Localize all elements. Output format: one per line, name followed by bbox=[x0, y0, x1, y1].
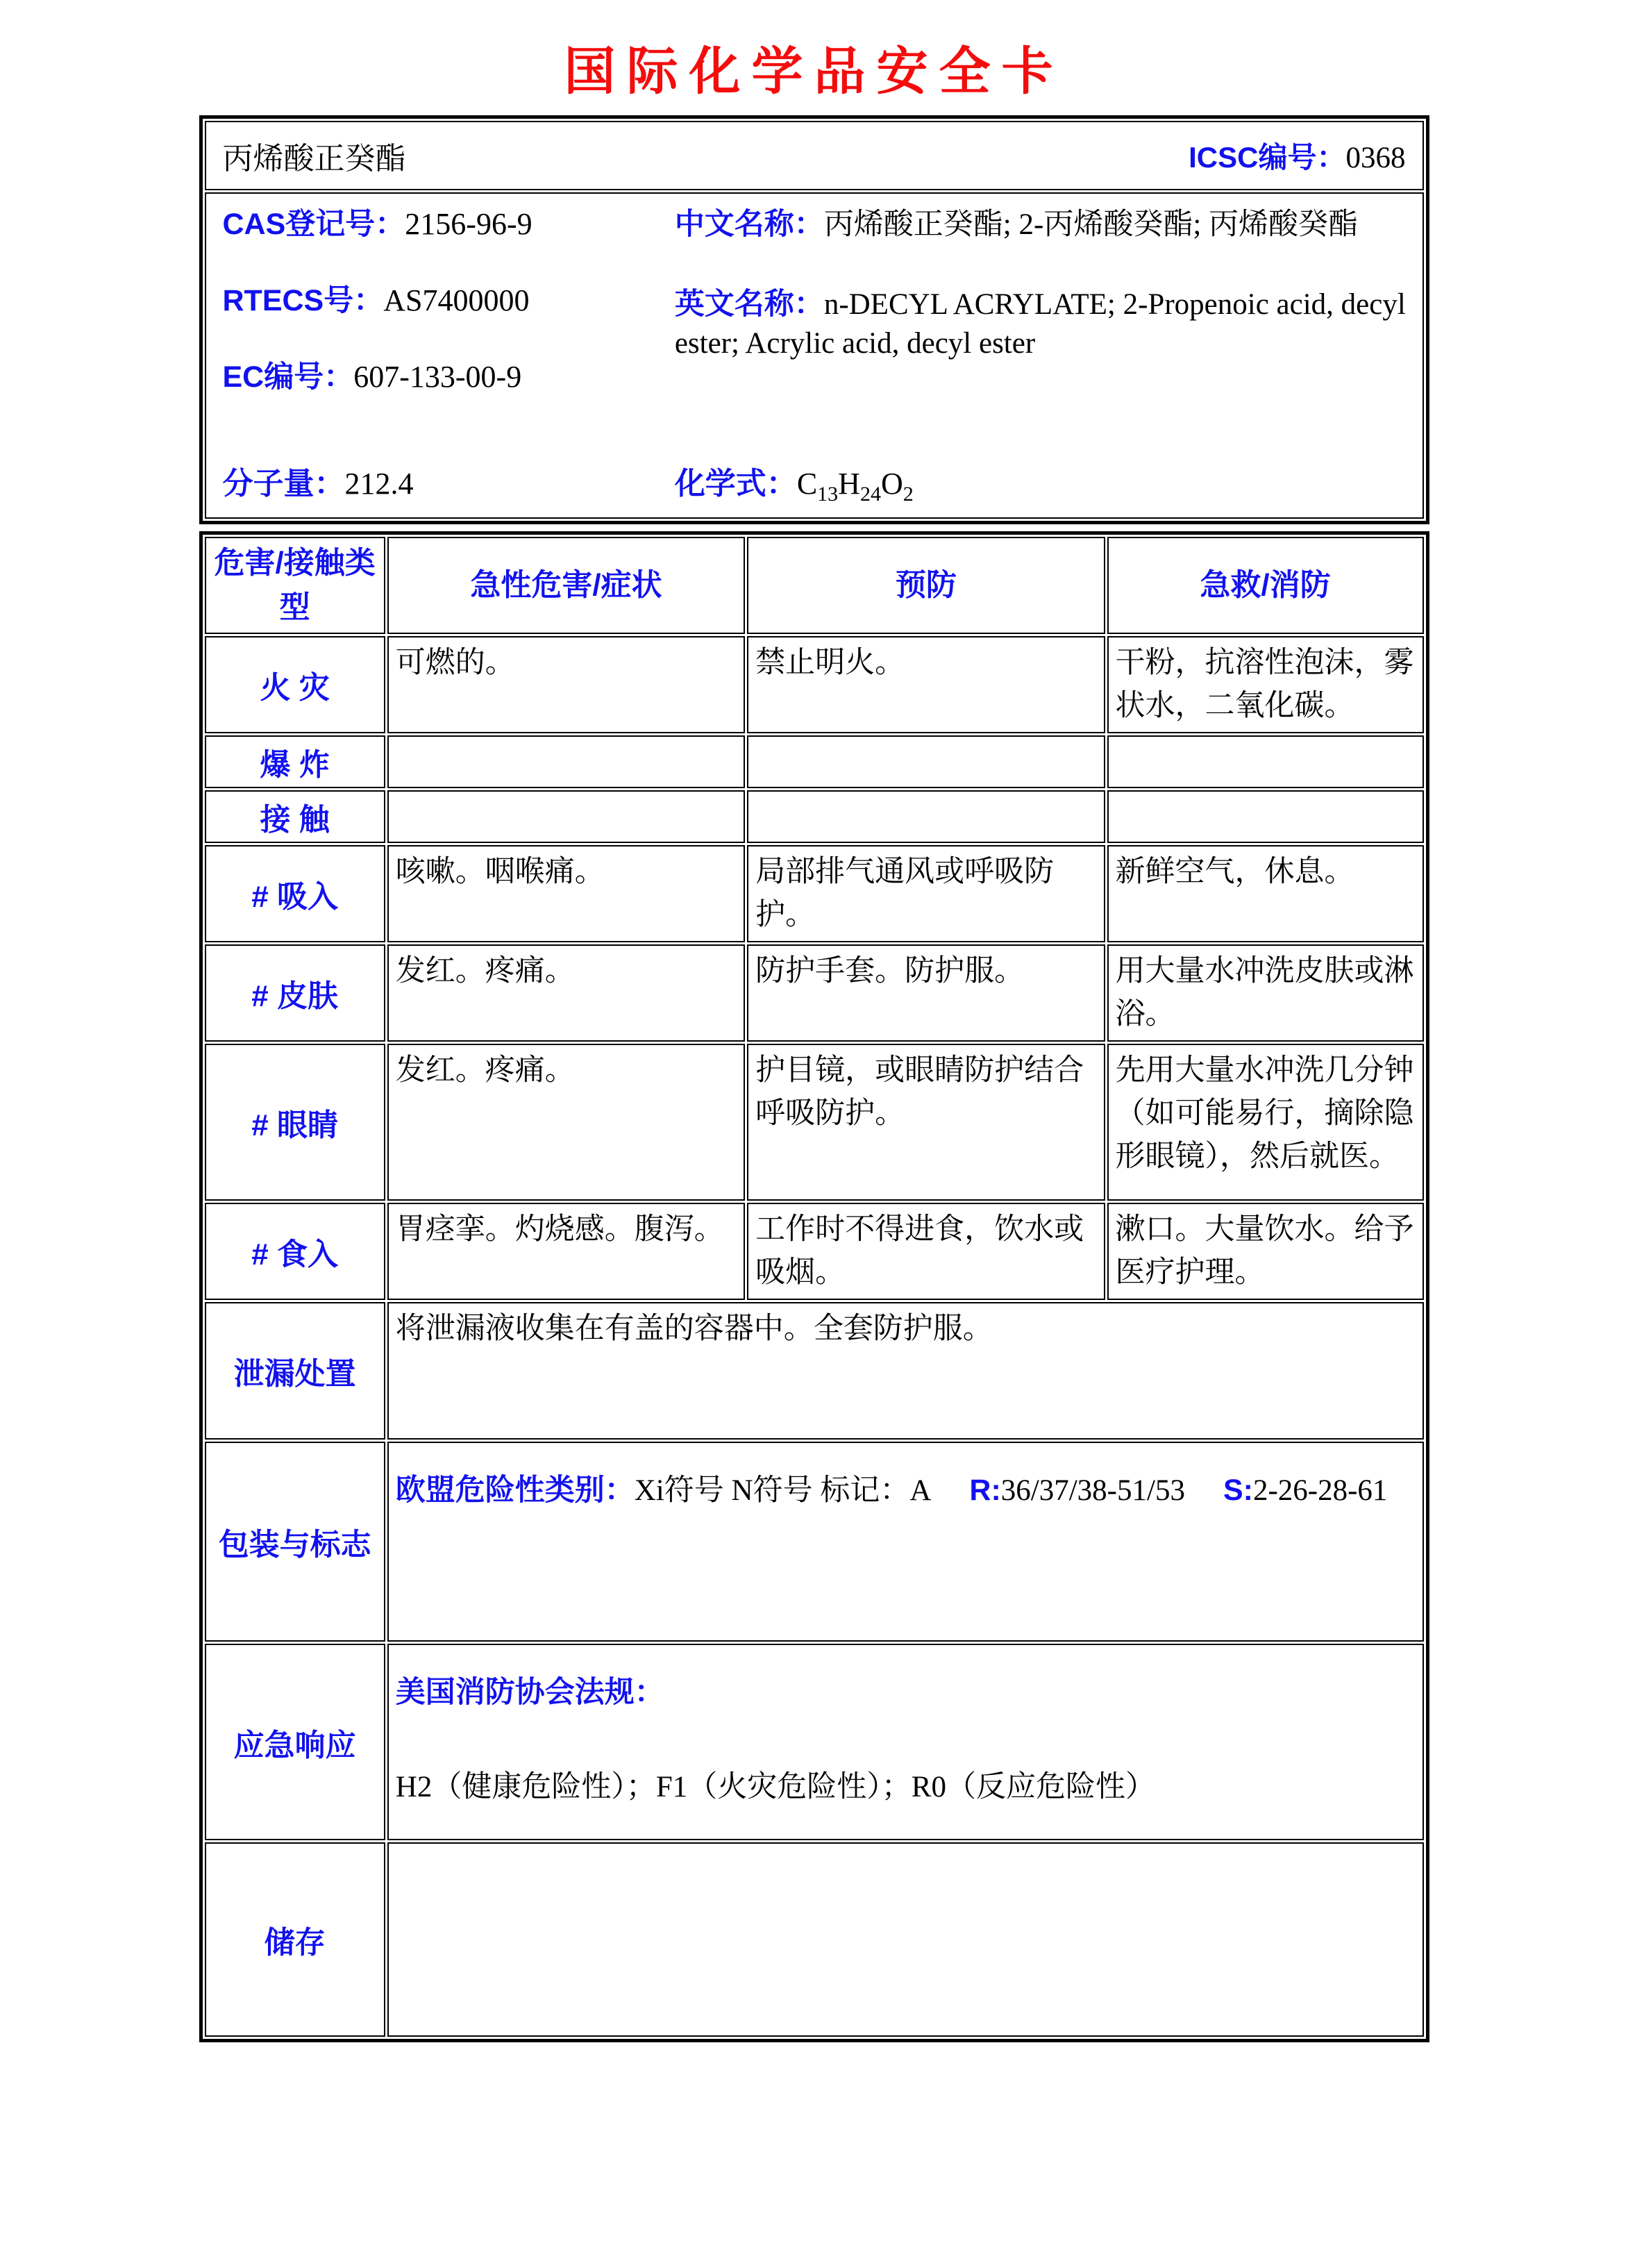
table-row-fire bbox=[205, 636, 1424, 733]
chemical-name: 丙烯酸正癸酯 bbox=[222, 142, 406, 176]
header-prevention: 预防 bbox=[747, 537, 1105, 634]
header-first-aid: 急救/消防 bbox=[1107, 537, 1424, 634]
molecular-weight bbox=[223, 463, 675, 505]
table-row-skin bbox=[205, 944, 1424, 1042]
hazard-grid-table bbox=[199, 531, 1429, 2042]
exposure-prevention-cell bbox=[747, 790, 1105, 843]
molecular-weight-label: 分子量： bbox=[222, 467, 345, 501]
eyes-symptoms-cell: 发红。疼痛。 bbox=[387, 1044, 745, 1201]
icsc-value: 0368 bbox=[1345, 142, 1406, 174]
row-label-packaging: 包装与标志 bbox=[205, 1442, 385, 1642]
r-phrases-value: 36/37/38-51/53 bbox=[1000, 1474, 1185, 1507]
names-block bbox=[675, 205, 1413, 434]
inhalation-prevention-cell: 局部排气通风或呼吸防护。 bbox=[747, 845, 1105, 942]
table-row-explosion bbox=[205, 735, 1424, 788]
cas-number-line bbox=[223, 205, 675, 244]
eu-hazard-class-text: Xi符号 N符号 标记：A bbox=[634, 1474, 932, 1507]
fire-symptoms-cell: 可燃的。 bbox=[387, 636, 745, 733]
explosion-symptoms-cell bbox=[387, 735, 745, 788]
table-row bbox=[205, 192, 1424, 519]
grid-header-row bbox=[205, 537, 1424, 634]
rtecs-value: AS7400000 bbox=[383, 283, 530, 317]
spill-disposal-cell: 将泄漏液收集在有盖的容器中。全套防护服。 bbox=[387, 1302, 1424, 1440]
cas-value: 2156-96-9 bbox=[405, 207, 532, 241]
nfpa-code-text: H2（健康危险性）；F1（火灾危险性）；R0（反应危险性） bbox=[395, 1771, 1155, 1803]
table-row-storage bbox=[205, 1842, 1424, 2037]
table-row-emergency bbox=[205, 1644, 1424, 1840]
safety-card-sheet bbox=[199, 115, 1429, 2042]
table-row-ingestion bbox=[205, 1203, 1424, 1300]
row-label-fire: 火 灾 bbox=[205, 636, 385, 733]
skin-prevention-cell: 防护手套。防护服。 bbox=[747, 944, 1105, 1042]
emergency-response-cell bbox=[387, 1644, 1424, 1840]
registry-ids-block bbox=[223, 205, 675, 434]
fire-firstaid-cell: 干粉，抗溶性泡沫，雾状水，二氧化碳。 bbox=[1107, 636, 1424, 733]
row-label-emergency: 应急响应 bbox=[205, 1644, 385, 1840]
row-label-eyes: # 眼睛 bbox=[205, 1044, 385, 1201]
card-header-cell bbox=[205, 121, 1424, 190]
eyes-firstaid-cell: 先用大量水冲洗几分钟（如可能易行，摘除隐形眼镜），然后就医。 bbox=[1107, 1044, 1424, 1201]
ingestion-prevention-cell: 工作时不得进食，饮水或吸烟。 bbox=[747, 1203, 1105, 1300]
page-title: 国际化学品安全卡 bbox=[564, 44, 1064, 101]
explosion-firstaid-cell bbox=[1107, 735, 1424, 788]
row-label-skin: # 皮肤 bbox=[205, 944, 385, 1042]
table-row-exposure bbox=[205, 790, 1424, 843]
ingestion-firstaid-cell: 漱口。大量饮水。给予医疗护理。 bbox=[1107, 1203, 1424, 1300]
exposure-symptoms-cell bbox=[387, 790, 745, 843]
chemical-formula-label: 化学式： bbox=[674, 467, 797, 501]
cas-label: CAS登记号： bbox=[222, 208, 405, 241]
table-row-spill bbox=[205, 1302, 1424, 1440]
molecular-weight-value: 212.4 bbox=[344, 467, 414, 501]
icsc-number bbox=[1189, 135, 1405, 176]
eu-hazard-class-label: 欧盟危险性类别： bbox=[395, 1474, 635, 1507]
chinese-name-paragraph bbox=[675, 205, 1413, 244]
table-row bbox=[205, 121, 1424, 190]
inhalation-firstaid-cell: 新鲜空气，休息。 bbox=[1107, 845, 1424, 942]
ingestion-symptoms-cell: 胃痉挛。灼烧感。腹泻。 bbox=[387, 1203, 745, 1300]
ec-value: 607-133-00-9 bbox=[353, 360, 522, 394]
identification-table bbox=[199, 115, 1429, 524]
rtecs-label: RTECS号： bbox=[222, 284, 384, 317]
s-phrases-value: 2-26-28-61 bbox=[1252, 1474, 1388, 1507]
table-row-inhalation bbox=[205, 845, 1424, 942]
chinese-name-label: 中文名称： bbox=[674, 208, 824, 241]
header-hazard-type: 危害/接触类型 bbox=[205, 537, 385, 634]
icsc-label: ICSC编号： bbox=[1189, 141, 1346, 174]
row-label-storage: 储存 bbox=[205, 1842, 385, 2037]
ec-label: EC编号： bbox=[222, 360, 354, 394]
row-label-exposure: 接 触 bbox=[205, 790, 385, 843]
molecular-data-line bbox=[223, 463, 1413, 505]
row-label-ingestion: # 食入 bbox=[205, 1203, 385, 1300]
s-phrases-label: S: bbox=[1223, 1474, 1253, 1507]
explosion-prevention-cell bbox=[747, 735, 1105, 788]
row-label-inhalation: # 吸入 bbox=[205, 845, 385, 942]
english-name-value: n-DECYL ACRYLATE; 2-Propenoic acid, decyl ester; Acrylic acid, decyl ester bbox=[674, 288, 1406, 360]
r-phrases-label: R: bbox=[969, 1474, 1001, 1507]
english-name-paragraph bbox=[675, 285, 1413, 363]
nfpa-code-label: 美国消防协会法规： bbox=[395, 1676, 664, 1709]
table-row-packaging bbox=[205, 1442, 1424, 1642]
table-row-eyes bbox=[205, 1044, 1424, 1201]
eyes-prevention-cell: 护目镜，或眼睛防护结合呼吸防护。 bbox=[747, 1044, 1105, 1201]
inhalation-symptoms-cell: 咳嗽。咽喉痛。 bbox=[387, 845, 745, 942]
english-name-label: 英文名称： bbox=[674, 287, 824, 321]
rtecs-number-line bbox=[223, 281, 675, 320]
header-acute-symptoms: 急性危害/症状 bbox=[387, 537, 745, 634]
row-label-spill: 泄漏处置 bbox=[205, 1302, 385, 1440]
formula-text: $C_{13}H_{24}O_2$ bbox=[796, 467, 914, 506]
fire-prevention-cell: 禁止明火。 bbox=[747, 636, 1105, 733]
storage-cell bbox=[387, 1842, 1424, 2037]
exposure-firstaid-cell bbox=[1107, 790, 1424, 843]
skin-symptoms-cell: 发红。疼痛。 bbox=[387, 944, 745, 1042]
packaging-labelling-cell bbox=[387, 1442, 1424, 1642]
row-label-explosion: 爆 炸 bbox=[205, 735, 385, 788]
card-info-cell bbox=[205, 192, 1424, 519]
chinese-name-value: 丙烯酸正癸酯; 2-丙烯酸癸酯; 丙烯酸癸酯 bbox=[823, 208, 1359, 241]
ec-number-line bbox=[223, 358, 675, 397]
chemical-formula bbox=[675, 463, 1413, 505]
skin-firstaid-cell: 用大量水冲洗皮肤或淋浴。 bbox=[1107, 944, 1424, 1042]
